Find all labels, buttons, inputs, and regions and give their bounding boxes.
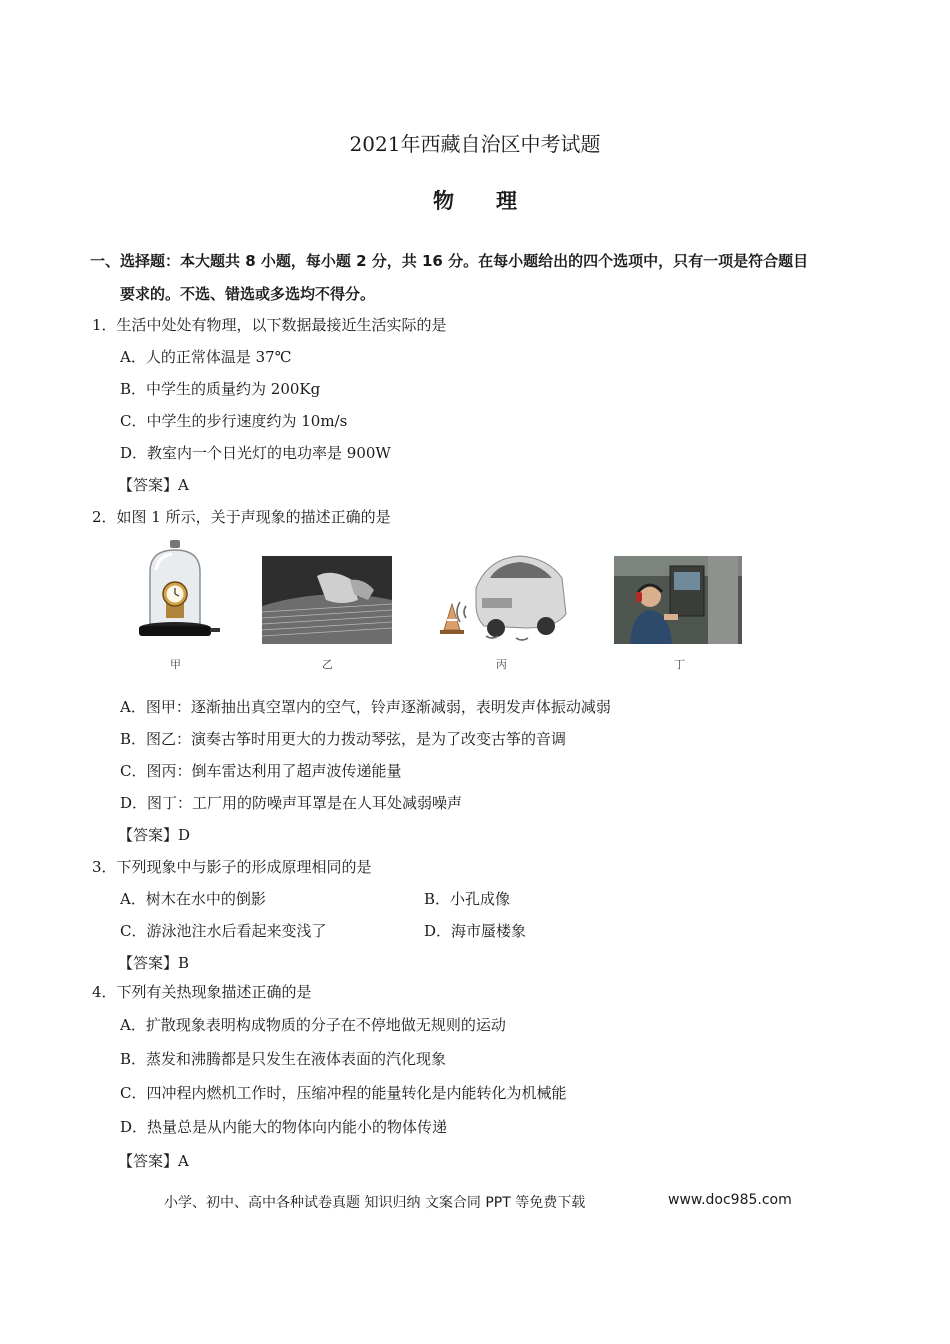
question-2-stem: 2．如图 1 所示，关于声现象的描述正确的是: [92, 508, 391, 526]
page-title: 2021年西藏自治区中考试题: [349, 132, 601, 156]
question-4-option-b: B．蒸发和沸腾都是只发生在液体表面的汽化现象: [120, 1050, 447, 1068]
question-2-answer: 【答案】D: [118, 826, 191, 844]
question-1-option-c: C．中学生的步行速度约为 10m/s: [120, 412, 348, 430]
figure-caption-yi: 乙: [322, 658, 333, 671]
figure-caption-ding: 丁: [674, 658, 685, 671]
question-4-option-a: A．扩散现象表明构成物质的分子在不停地做无规则的运动: [120, 1016, 506, 1034]
question-2-option-a: A．图甲：逐渐抽出真空罩内的空气，铃声逐渐减弱，表明发声体振动减弱: [120, 698, 611, 716]
question-3-answer: 【答案】B: [118, 954, 190, 972]
question-1-option-b: B．中学生的质量约为 200Kg: [120, 380, 321, 398]
question-1-option-a: A．人的正常体温是 37℃: [120, 348, 292, 366]
figure-guzheng: [262, 556, 392, 644]
question-3-option-c: C．游泳池注水后看起来变浅了: [120, 922, 327, 940]
question-2-option-d: D．图丁：工厂用的防噪声耳罩是在人耳处减弱噪声: [120, 794, 463, 812]
question-1-answer: 【答案】A: [118, 476, 189, 494]
question-1-option-d: D．教室内一个日光灯的电功率是 900W: [120, 444, 391, 462]
figure-caption-bing: 丙: [496, 658, 507, 671]
footer-promo-text: 小学、初中、高中各种试卷真题 知识归纳 文案合同 PPT 等免费下载: [164, 1195, 586, 1211]
figure-factory-earmuffs: [614, 556, 742, 644]
figure-bell-jar: [136, 540, 220, 642]
section-heading-line2: 要求的。不选、错选或多选均不得分。: [120, 285, 376, 303]
question-2-option-b: B．图乙：演奏古筝时用更大的力拨动琴弦，是为了改变古筝的音调: [120, 730, 567, 748]
question-4-option-c: C．四冲程内燃机工作时，压缩冲程的能量转化是内能转化为机械能: [120, 1084, 567, 1102]
question-4-answer: 【答案】A: [118, 1152, 189, 1170]
figure-caption-jia: 甲: [170, 658, 181, 671]
question-3-option-b: B．小孔成像: [424, 890, 511, 908]
question-4-option-d: D．热量总是从内能大的物体向内能小的物体传递: [120, 1118, 448, 1136]
question-3-option-a: A．树木在水中的倒影: [120, 890, 266, 908]
question-4-stem: 4．下列有关热现象描述正确的是: [92, 983, 312, 1001]
question-2-option-c: C．图丙：倒车雷达利用了超声波传递能量: [120, 762, 402, 780]
footer-website-link[interactable]: www.doc985.com: [668, 1192, 792, 1208]
subject-title: 物理: [433, 188, 559, 213]
question-3-option-d: D．海市蜃楼象: [424, 922, 527, 940]
question-3-stem: 3．下列现象中与影子的形成原理相同的是: [92, 858, 372, 876]
figure-reversing-radar: [436, 548, 572, 644]
question-1-stem: 1．生活中处处有物理，以下数据最接近生活实际的是: [92, 316, 447, 334]
section-heading-line1: 一、选择题：本大题共 8 小题，每小题 2 分，共 16 分。在每小题给出的四个选项中，只有一项是符合题目: [90, 252, 809, 270]
